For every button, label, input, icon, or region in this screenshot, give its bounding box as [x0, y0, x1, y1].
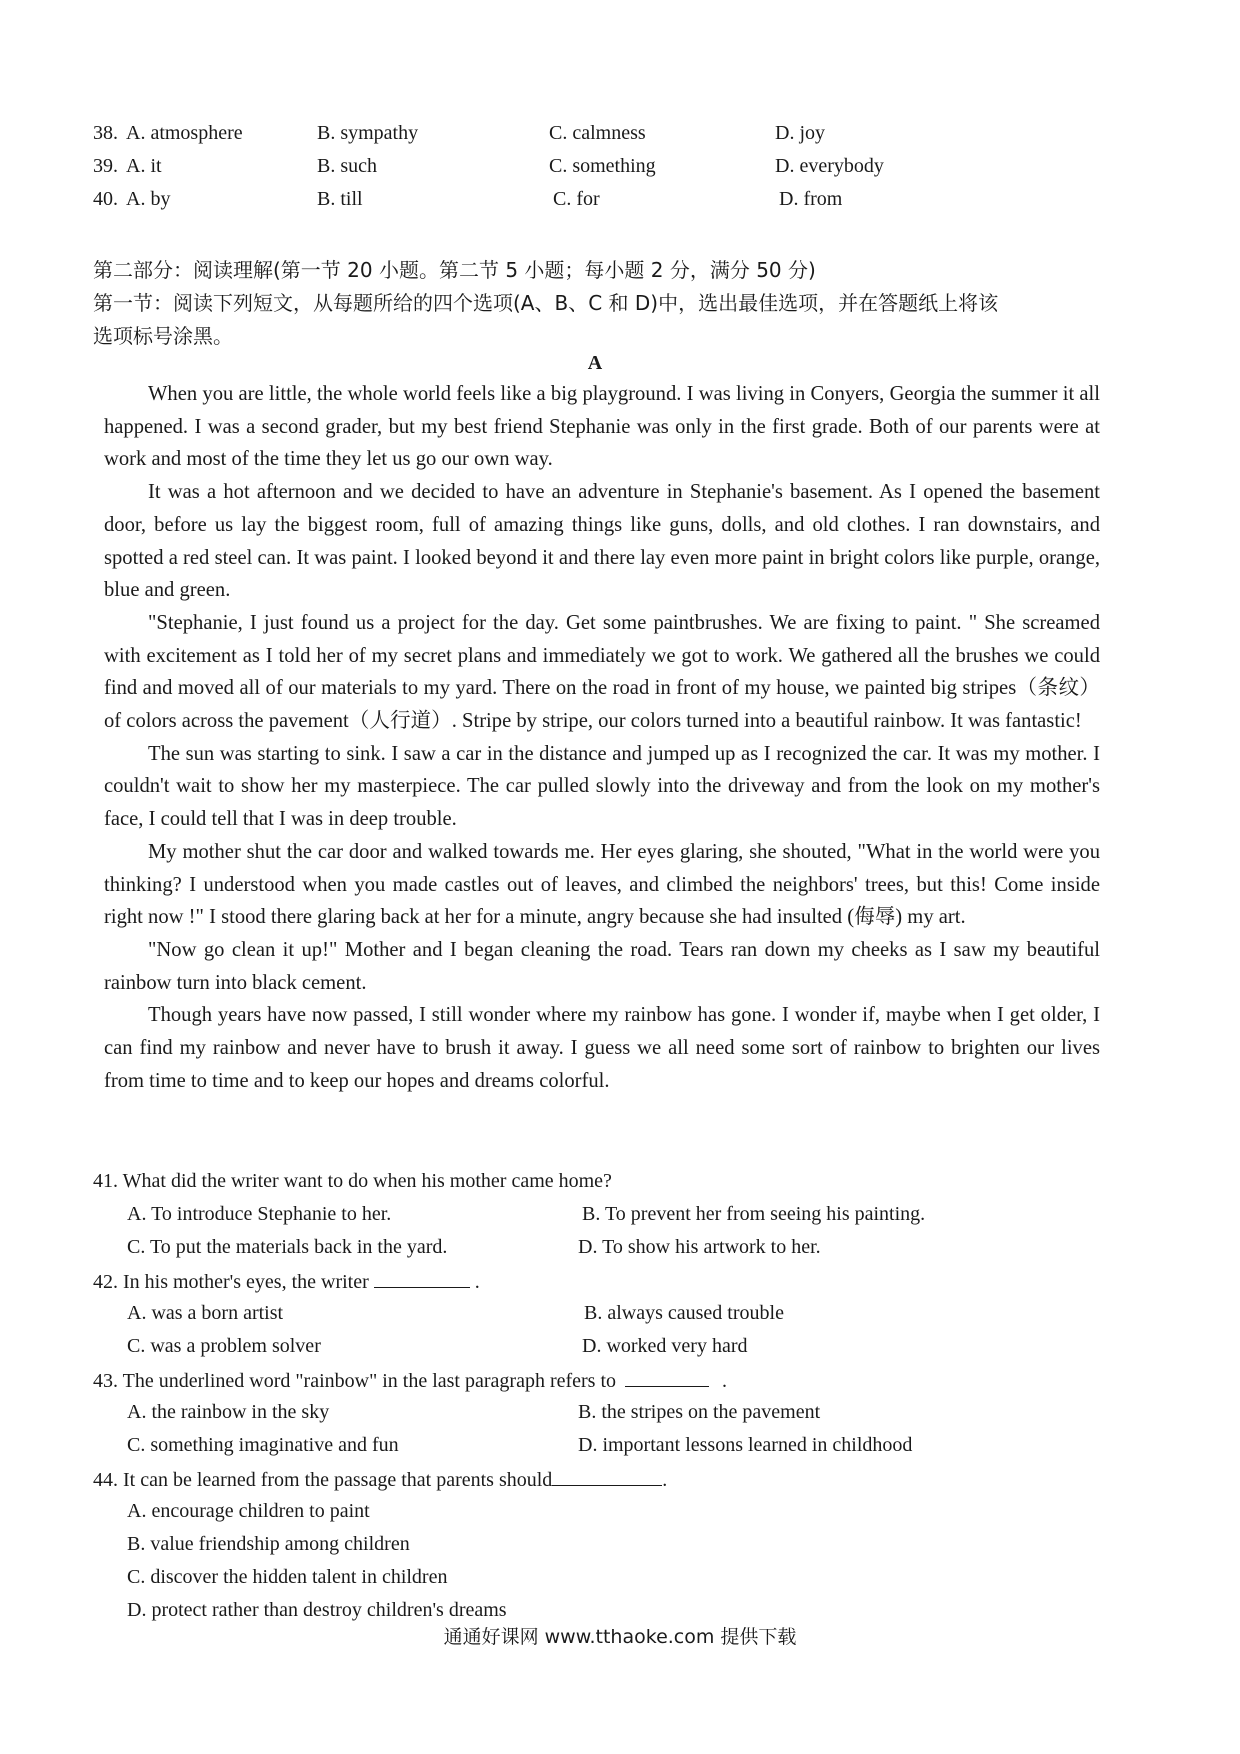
- part-heading: 第二部分：阅读理解(第一节 20 小题。第二节 5 小题；每小题 2 分，满分 50 分): [93, 258, 816, 282]
- answer-blank: [374, 1269, 470, 1288]
- answer-option-d: D. To show his artwork to her.: [578, 1236, 821, 1258]
- passage-paragraph: The sun was starting to sink. I saw a car in the distance and jumped up as I recognized the car. It was my mother. I couldn't wait to show her my masterpiece. The car pulled slowly into the driveway and from the look on my mother's face, I could tell that I was in deep trouble.: [104, 742, 1100, 831]
- passage-paragraph: My mother shut the car door and walked towards me. Her eyes glaring, she shouted, "What in the world were you thinking? I understood when you made castles out of leaves, and climbed the neighbors' trees, but this! Come inside right now !" I stood there glaring back at her for a minute, angry because she had insulted (侮辱) my art.: [104, 840, 1100, 929]
- option-b: B. such: [317, 155, 377, 177]
- answer-option-a: A. the rainbow in the sky: [127, 1401, 330, 1423]
- question-stem-text: 42. In his mother's eyes, the writer: [93, 1271, 369, 1293]
- answer-blank: [552, 1467, 662, 1486]
- instructions-line-1: 第一节：阅读下列短文，从每题所给的四个选项(A、B、C 和 D)中，选出最佳选项，并在答题纸上将该: [93, 291, 999, 315]
- question-stem: [93, 1467, 667, 1492]
- question-stem: [93, 1269, 480, 1294]
- answer-option-c: C. was a problem solver: [127, 1335, 321, 1357]
- question-stem-text: 44. It can be learned from the passage that parents should: [93, 1469, 553, 1491]
- option-c: C. something: [549, 155, 656, 177]
- answer-option-a: A. To introduce Stephanie to her.: [127, 1203, 392, 1225]
- answer-option-d: D. protect rather than destroy children's dreams: [127, 1599, 507, 1621]
- answer-option-a: A. encourage children to paint: [127, 1500, 370, 1522]
- answer-option-c: C. something imaginative and fun: [127, 1434, 399, 1456]
- passage-paragraph: When you are little, the whole world feels like a big playground. I was living in Conyers, Georgia the summer it all happened. I was a second grader, but my best friend Stephanie was only in the first grade. Both of our parents were at work and most of the time they let us go our own way.: [104, 383, 1100, 471]
- cloze-option-row: [93, 122, 1193, 154]
- option-c: C. for: [553, 188, 600, 210]
- cloze-option-row: [93, 155, 1193, 187]
- answer-option-c: C. discover the hidden talent in children: [127, 1566, 448, 1588]
- answer-option-d: D. worked very hard: [582, 1335, 748, 1357]
- option-b: B. till: [317, 188, 363, 210]
- option-a: A. atmosphere: [126, 122, 243, 144]
- passage-paragraph: "Now go clean it up!" Mother and I began cleaning the road. Tears ran down my cheeks as I saw my beautiful rainbow turn into black cement.: [104, 938, 1100, 994]
- reading-passage: [104, 378, 1100, 1097]
- cloze-option-row: [93, 188, 1193, 220]
- option-a: A. by: [126, 188, 171, 210]
- answer-option-d: D. important lessons learned in childhood: [578, 1434, 913, 1456]
- question-stem-text: 43. The underlined word "rainbow" in the last paragraph refers to: [93, 1370, 617, 1392]
- option-d: D. from: [779, 188, 843, 210]
- answer-option-a: A. was a born artist: [127, 1302, 284, 1324]
- question-stem-end: .: [474, 1271, 480, 1293]
- option-a: A. it: [126, 155, 162, 177]
- question-stem: [93, 1368, 727, 1393]
- option-d: D. everybody: [775, 155, 884, 177]
- question-stem-end: .: [662, 1469, 668, 1491]
- download-footer: 通通好课网 www.tthaoke.com 提供下载: [443, 1626, 797, 1648]
- option-d: D. joy: [775, 122, 825, 144]
- question-stem-end: .: [722, 1370, 728, 1392]
- passage-paragraph: Though years have now passed, I still wonder where my rainbow has gone. I wonder if, maybe when I get older, I can find my rainbow and never have to brush it away. I guess we all need some sort of rainbow to brighten our lives from time to time and to keep our hopes and dreams colorful.: [104, 1004, 1100, 1092]
- option-c: C. calmness: [549, 122, 646, 144]
- passage-paragraph: It was a hot afternoon and we decided to have an adventure in Stephanie's basement. As I opened the basement door, before us lay the biggest room, full of amazing things like guns, dolls, and old clothes. I ran downstairs, and spotted a red steel can. It was paint. I looked beyond it and there lay even more paint in bright colors like purple, orange, blue and green.: [104, 481, 1100, 602]
- question-stem: 41. What did the writer want to do when his mother came home?: [93, 1170, 612, 1192]
- answer-option-b: B. To prevent her from seeing his painting.: [582, 1203, 926, 1225]
- passage-paragraph: "Stephanie, I just found us a project for the day. Get some paintbrushes. We are fixing to paint. " She screamed with excitement as I told her of my secret plans and immediately we got to work. We gathered all the brushes we could find and moved all of our materials to my yard. There on the road in front of my house, we painted big stripes（条纹）of colors across the pavement（人行道）. Stripe by stripe, our colors turned into a beautiful rainbow. It was fantastic!: [104, 611, 1100, 733]
- answer-option-b: B. always caused trouble: [584, 1302, 784, 1324]
- passage-title: A: [587, 352, 603, 374]
- option-number: 40.: [93, 188, 118, 210]
- option-b: B. sympathy: [317, 122, 419, 144]
- option-number: 38.: [93, 122, 118, 144]
- instructions-line-2: 选项标号涂黑。: [93, 324, 233, 348]
- answer-option-b: B. the stripes on the pavement: [578, 1401, 821, 1423]
- answer-option-b: B. value friendship among children: [127, 1533, 410, 1555]
- answer-blank: [625, 1368, 709, 1387]
- option-number: 39.: [93, 155, 118, 177]
- answer-option-c: C. To put the materials back in the yard.: [127, 1236, 448, 1258]
